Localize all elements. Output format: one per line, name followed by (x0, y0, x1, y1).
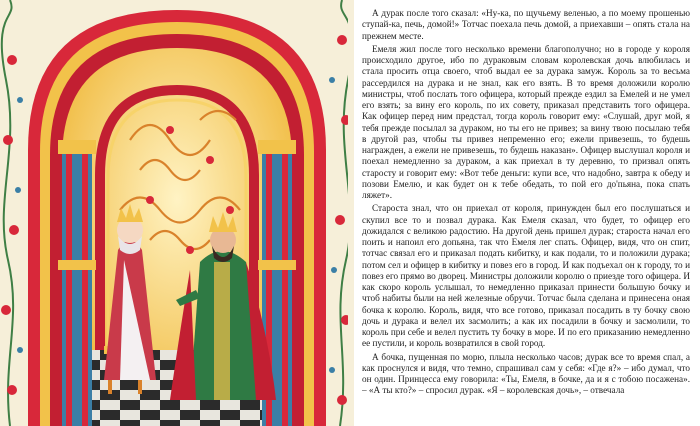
story-paragraph: Емеля жил после того несколько времени благополучно; но в городе у короля происходило другое, ибо по дураковым словам королевская дочь влюбилась и стала просить отца своего, чтоб выдал ее за дурака замуж. Король за то весьма рассердился на дурака и не знал, как его взять. В то время доложили королю министры, чтоб послать того офицера, который прежде ездил за Емелей и не умел его взять; за вину его король, по их совету, приказал представить того офицера. Как офицер перед ним предстал, тогда король говорит ему: «Слушай, друг мой, я тебя прежде посылал за дураком, но ты его не привез; за вину твою посылаю тебя в другой раз, чтобы ты привез непременно его; ежели привезешь, то будешь награжден, а ежели не привезешь, то будешь наказан». Офицер выслушал короля и поехал немедленно за дураком, а как приехал в ту деревню, то призвал опять старосту и говорит ему: «Вот тебе деньги: купи все, что надобно, завтра к обеду и позови Емелю, и как будет он к тебе обедать, то пой его до'пьяна, пока спать ляжет». (362, 43, 690, 200)
story-paragraph: Староста знал, что он приехал от короля, принужден был его послушаться и скупил все то и позвал дурака. Как Емеля сказал, что будет, то офицер его дожидался с великою радостию. На другой день пришел дурак; староста начал его поить и напоил его допьяна, так что Емеля лег спать. Офицер, видя, что он спит, тотчас связал его и приказал подать кибитку, и как подали, то и положили дурака; потом сел и офицер в кибитку и повез его в город. И как подъехал он к городу, то и повез его прямо во дворец. Министры доложили королю о приезде того офицера. И как скоро король услышал, то немедленно приказал принести большую бочку и чтоб набиты были на ней железные обручи. Тотчас была сделана и принесена оная бочка к королю. Король, видя, что все готово, приказал посадить в ту бочку свою дочь и дурака и велел их засмолить; а как их посадили в бочку и засмолили, то король при себе и велел пустить ту бочку в море. И по его приказанию немедленно ее пустили, и король возвратился в свой город. (362, 203, 690, 349)
story-paragraph: А бочка, пущенная по морю, плыла несколько часов; дурак все то время спал, а как проснулся и видя, что темно, спрашивал сам у себя: «Где я?» – ибо думал, что он один. Принцесса ему говорила: «Ты, Емеля, в бочке, да и я с тобою посажена». – «А ты кто?» – спросил дурак. «Я – королевская дочь», – отвечала (362, 351, 690, 396)
story-paragraph: А дурак после того сказал: «Ну-ка, по щучьему веленью, а по моему прошенью ступай-ка, печь, домой!» Тотчас поехала печь домой, а приехавши – опять стала на прежнем месте. (362, 8, 690, 41)
left-pillar (58, 140, 96, 426)
story-text-page (362, 2, 690, 424)
